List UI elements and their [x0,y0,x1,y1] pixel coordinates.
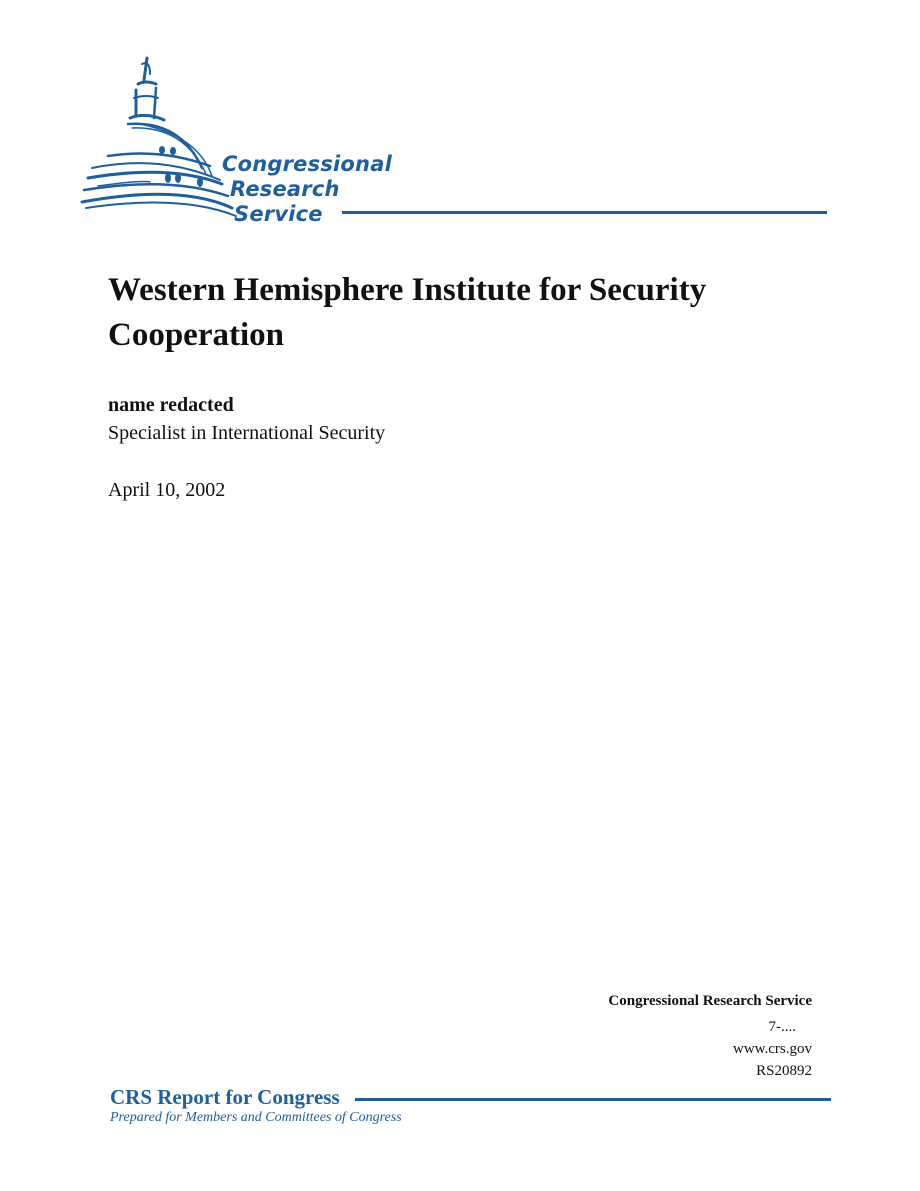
report-info-block [608,990,812,1082]
contact-code: 7-.... [768,1019,796,1035]
crs-logo [80,50,830,230]
logo-line-congressional: Congressional [222,152,392,176]
footer-title: CRS Report for Congress [110,1085,340,1109]
report-number: RS20892 [756,1063,812,1079]
report-date: April 10, 2002 [108,479,226,501]
website-link[interactable]: www.crs.gov [732,1041,812,1057]
report-title: Western Hemisphere Institute for Security Cooperation [108,272,707,353]
footer-divider [355,1098,831,1101]
logo-line-service: Service [234,202,323,226]
logo-divider [342,211,827,214]
author-name: name redacted [108,394,234,416]
footer-subtitle: Prepared for Members and Committees of Congress [110,1110,402,1125]
logo-line-research: Research [230,177,340,201]
organization-name: Congressional Research Service [608,993,812,1009]
author-title: Specialist in International Security [108,422,386,444]
